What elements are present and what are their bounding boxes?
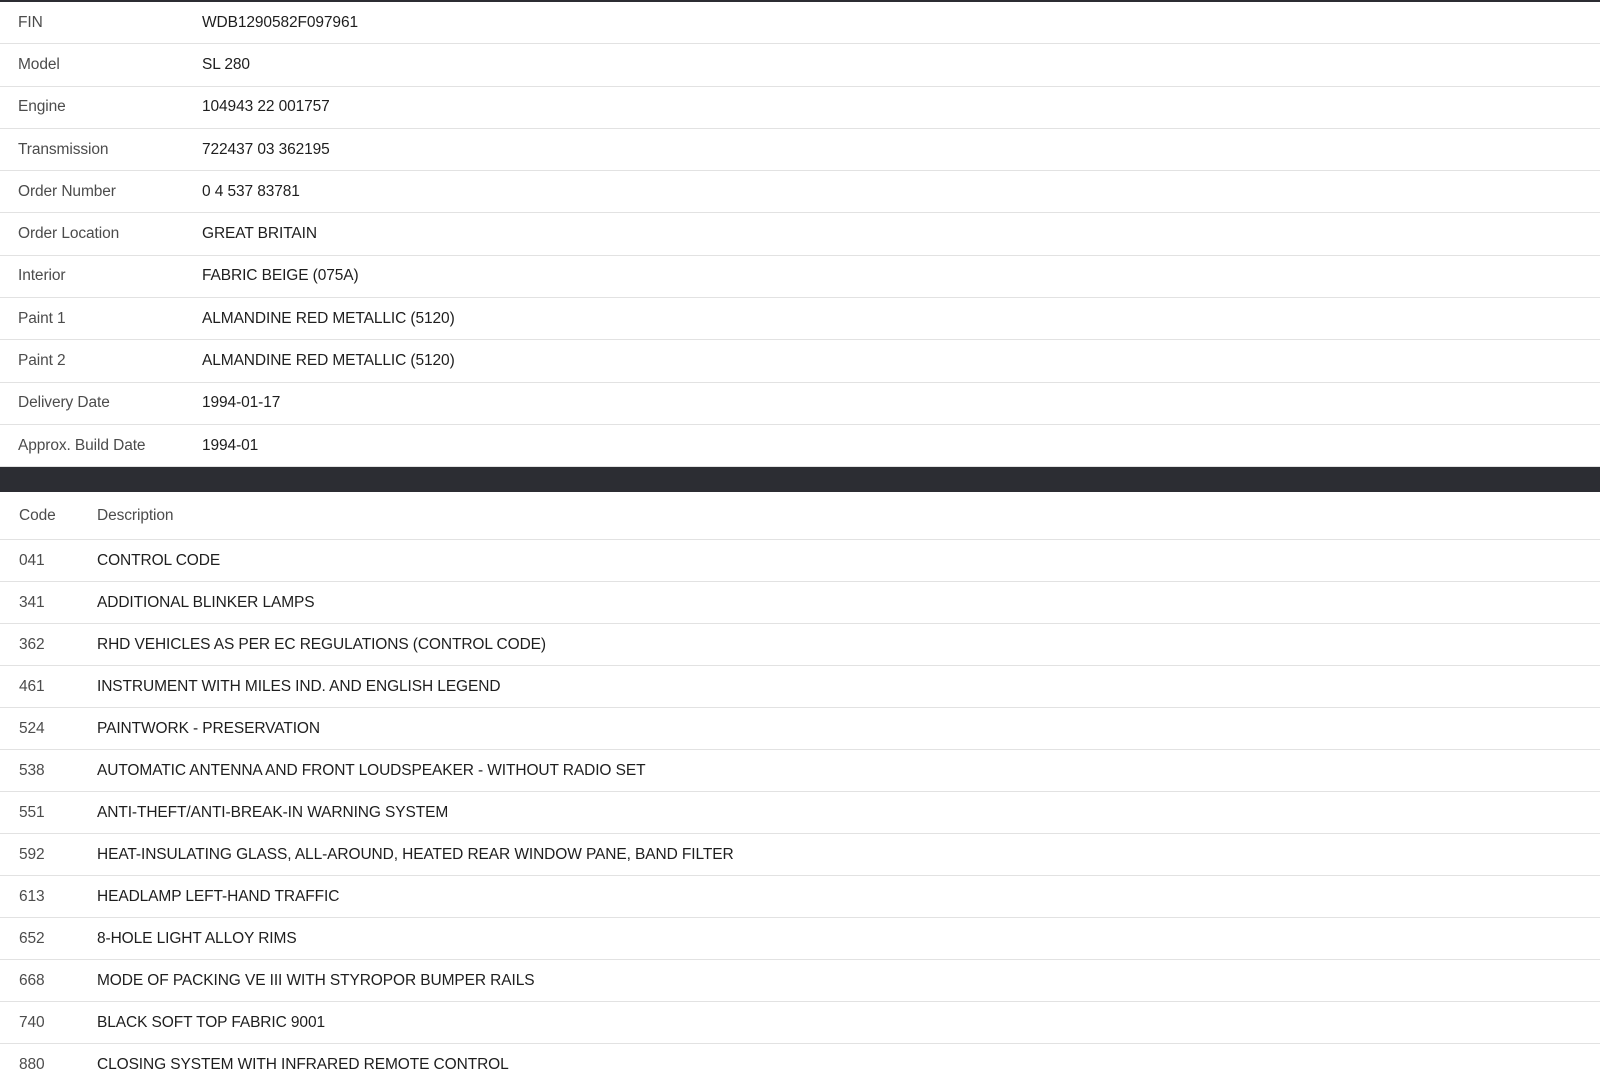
spec-value: FABRIC BEIGE (075A)	[202, 267, 359, 285]
spec-row	[0, 256, 1600, 298]
equipment-description: INSTRUMENT WITH MILES IND. AND ENGLISH LEGEND	[97, 677, 501, 695]
equipment-code: 041	[19, 551, 45, 569]
equipment-description: HEAT-INSULATING GLASS, ALL-AROUND, HEATED REAR WINDOW PANE, BAND FILTER	[97, 845, 734, 863]
spec-label: Model	[18, 55, 60, 73]
spec-row	[0, 171, 1600, 213]
spec-value: 1994-01	[202, 436, 259, 454]
spec-label: FIN	[18, 13, 43, 31]
equipment-description: CONTROL CODE	[97, 551, 221, 569]
equipment-description: AUTOMATIC ANTENNA AND FRONT LOUDSPEAKER - WITHOUT RADIO SET	[97, 761, 646, 779]
equipment-row	[0, 1002, 1600, 1044]
equipment-code: 524	[19, 719, 45, 737]
equipment-description: ADDITIONAL BLINKER LAMPS	[97, 593, 315, 611]
spec-row	[0, 298, 1600, 340]
equipment-code: 880	[19, 1056, 45, 1074]
equipment-row	[0, 876, 1600, 918]
equipment-table-header	[0, 492, 1600, 540]
spec-value: ALMANDINE RED METALLIC (5120)	[202, 352, 455, 370]
equipment-code: 668	[19, 971, 45, 989]
spec-value: 1994-01-17	[202, 394, 281, 412]
spec-row	[0, 87, 1600, 129]
description-column-header: Description	[97, 506, 174, 524]
spec-label: Paint 2	[18, 352, 66, 370]
equipment-code: 362	[19, 635, 45, 653]
equipment-table	[0, 492, 1600, 1086]
spec-label: Order Location	[18, 225, 120, 243]
spec-value: SL 280	[202, 55, 250, 73]
vehicle-info-table	[0, 2, 1600, 467]
spec-value: 104943 22 001757	[202, 98, 330, 116]
spec-label: Paint 1	[18, 309, 66, 327]
spec-value: WDB1290582F097961	[202, 13, 358, 31]
equipment-row	[0, 918, 1600, 960]
spec-value: 0 4 537 83781	[202, 182, 300, 200]
spec-row	[0, 2, 1600, 44]
spec-label: Engine	[18, 98, 66, 116]
equipment-row	[0, 708, 1600, 750]
equipment-code: 538	[19, 761, 45, 779]
equipment-code: 652	[19, 929, 45, 947]
equipment-code: 592	[19, 845, 45, 863]
equipment-code: 551	[19, 803, 45, 821]
spec-label: Interior	[18, 267, 66, 285]
equipment-row	[0, 960, 1600, 1002]
equipment-description: BLACK SOFT TOP FABRIC 9001	[97, 1013, 325, 1031]
spec-label: Transmission	[18, 140, 109, 158]
equipment-code: 341	[19, 593, 45, 611]
spec-row	[0, 383, 1600, 425]
equipment-row	[0, 666, 1600, 708]
spec-label: Approx. Build Date	[18, 436, 146, 454]
equipment-row	[0, 792, 1600, 834]
spec-row	[0, 129, 1600, 171]
spec-row	[0, 213, 1600, 255]
equipment-code: 461	[19, 677, 45, 695]
equipment-description: 8-HOLE LIGHT ALLOY RIMS	[97, 929, 297, 947]
spec-value: 722437 03 362195	[202, 140, 330, 158]
equipment-description: MODE OF PACKING VE III WITH STYROPOR BUMPER RAILS	[97, 971, 535, 989]
spec-label: Order Number	[18, 182, 116, 200]
spec-row	[0, 44, 1600, 86]
equipment-code: 613	[19, 887, 45, 905]
equipment-row	[0, 540, 1600, 582]
equipment-code: 740	[19, 1013, 45, 1031]
equipment-row	[0, 1044, 1600, 1086]
equipment-description: ANTI-THEFT/ANTI-BREAK-IN WARNING SYSTEM	[97, 803, 449, 821]
equipment-description: HEADLAMP LEFT-HAND TRAFFIC	[97, 887, 340, 905]
spec-value: GREAT BRITAIN	[202, 225, 317, 243]
equipment-description: CLOSING SYSTEM WITH INFRARED REMOTE CONTROL	[97, 1056, 509, 1074]
equipment-row	[0, 582, 1600, 624]
code-column-header: Code	[19, 506, 56, 524]
equipment-row	[0, 834, 1600, 876]
equipment-description: PAINTWORK - PRESERVATION	[97, 719, 320, 737]
section-divider-bar	[0, 467, 1600, 492]
spec-value: ALMANDINE RED METALLIC (5120)	[202, 309, 455, 327]
spec-row	[0, 340, 1600, 382]
spec-row	[0, 425, 1600, 467]
equipment-row	[0, 624, 1600, 666]
spec-label: Delivery Date	[18, 394, 110, 412]
equipment-row	[0, 750, 1600, 792]
equipment-description: RHD VEHICLES AS PER EC REGULATIONS (CONTROL CODE)	[97, 635, 546, 653]
